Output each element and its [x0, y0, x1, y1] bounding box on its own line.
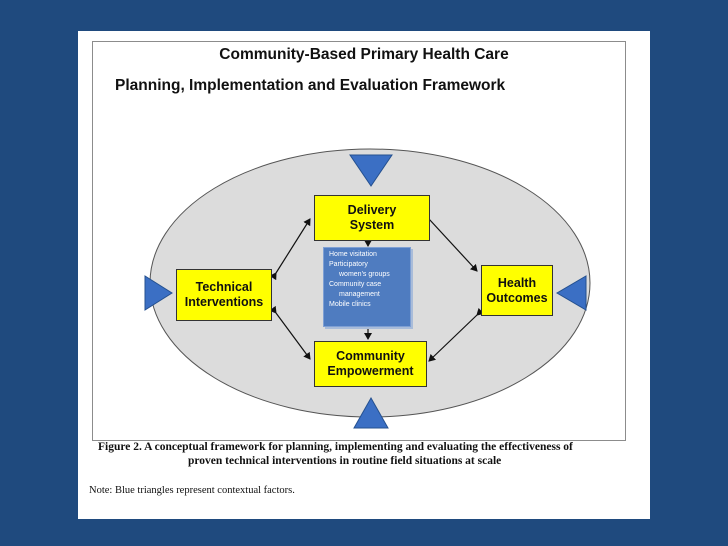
figure-caption [98, 440, 618, 468]
health-outcomes-line1: Health [497, 275, 537, 290]
delivery-system-box [314, 195, 430, 241]
figure-title: Community-Based Primary Health Care [219, 46, 509, 63]
caption-line1: Figure 2. A conceptual framework for planning, implementing and evaluating the effectiveness of [98, 441, 573, 453]
delivery-system-line2: System [349, 218, 395, 232]
health-outcomes-box [481, 265, 553, 316]
technical-interventions-line2: Interventions [184, 295, 264, 309]
caption-line2: proven technical interventions in routine field situations at scale [188, 455, 502, 467]
list-item: Mobile clinics [329, 301, 371, 308]
community-empowerment-line1: Community [336, 349, 405, 363]
list-item: Home visitation [329, 251, 377, 258]
health-outcomes-line2: Outcomes [486, 290, 548, 305]
figure-subtitle: Planning, Implementation and Evaluation Framework [115, 77, 506, 94]
list-item: Participatory [329, 261, 368, 268]
delivery-system-line1: Delivery [347, 203, 397, 217]
delivery-activities-list [323, 247, 411, 327]
list-item: management [339, 291, 380, 298]
technical-interventions-box [176, 269, 272, 321]
list-item: women's groups [339, 271, 390, 278]
community-empowerment-box [314, 341, 427, 387]
slide-sheet [78, 31, 650, 519]
technical-interventions-line1: Technical [195, 280, 253, 294]
list-item: Community case [329, 281, 382, 288]
figure-note: Note: Blue triangles represent contextual factors. [89, 485, 295, 496]
community-empowerment-line2: Empowerment [327, 364, 414, 378]
